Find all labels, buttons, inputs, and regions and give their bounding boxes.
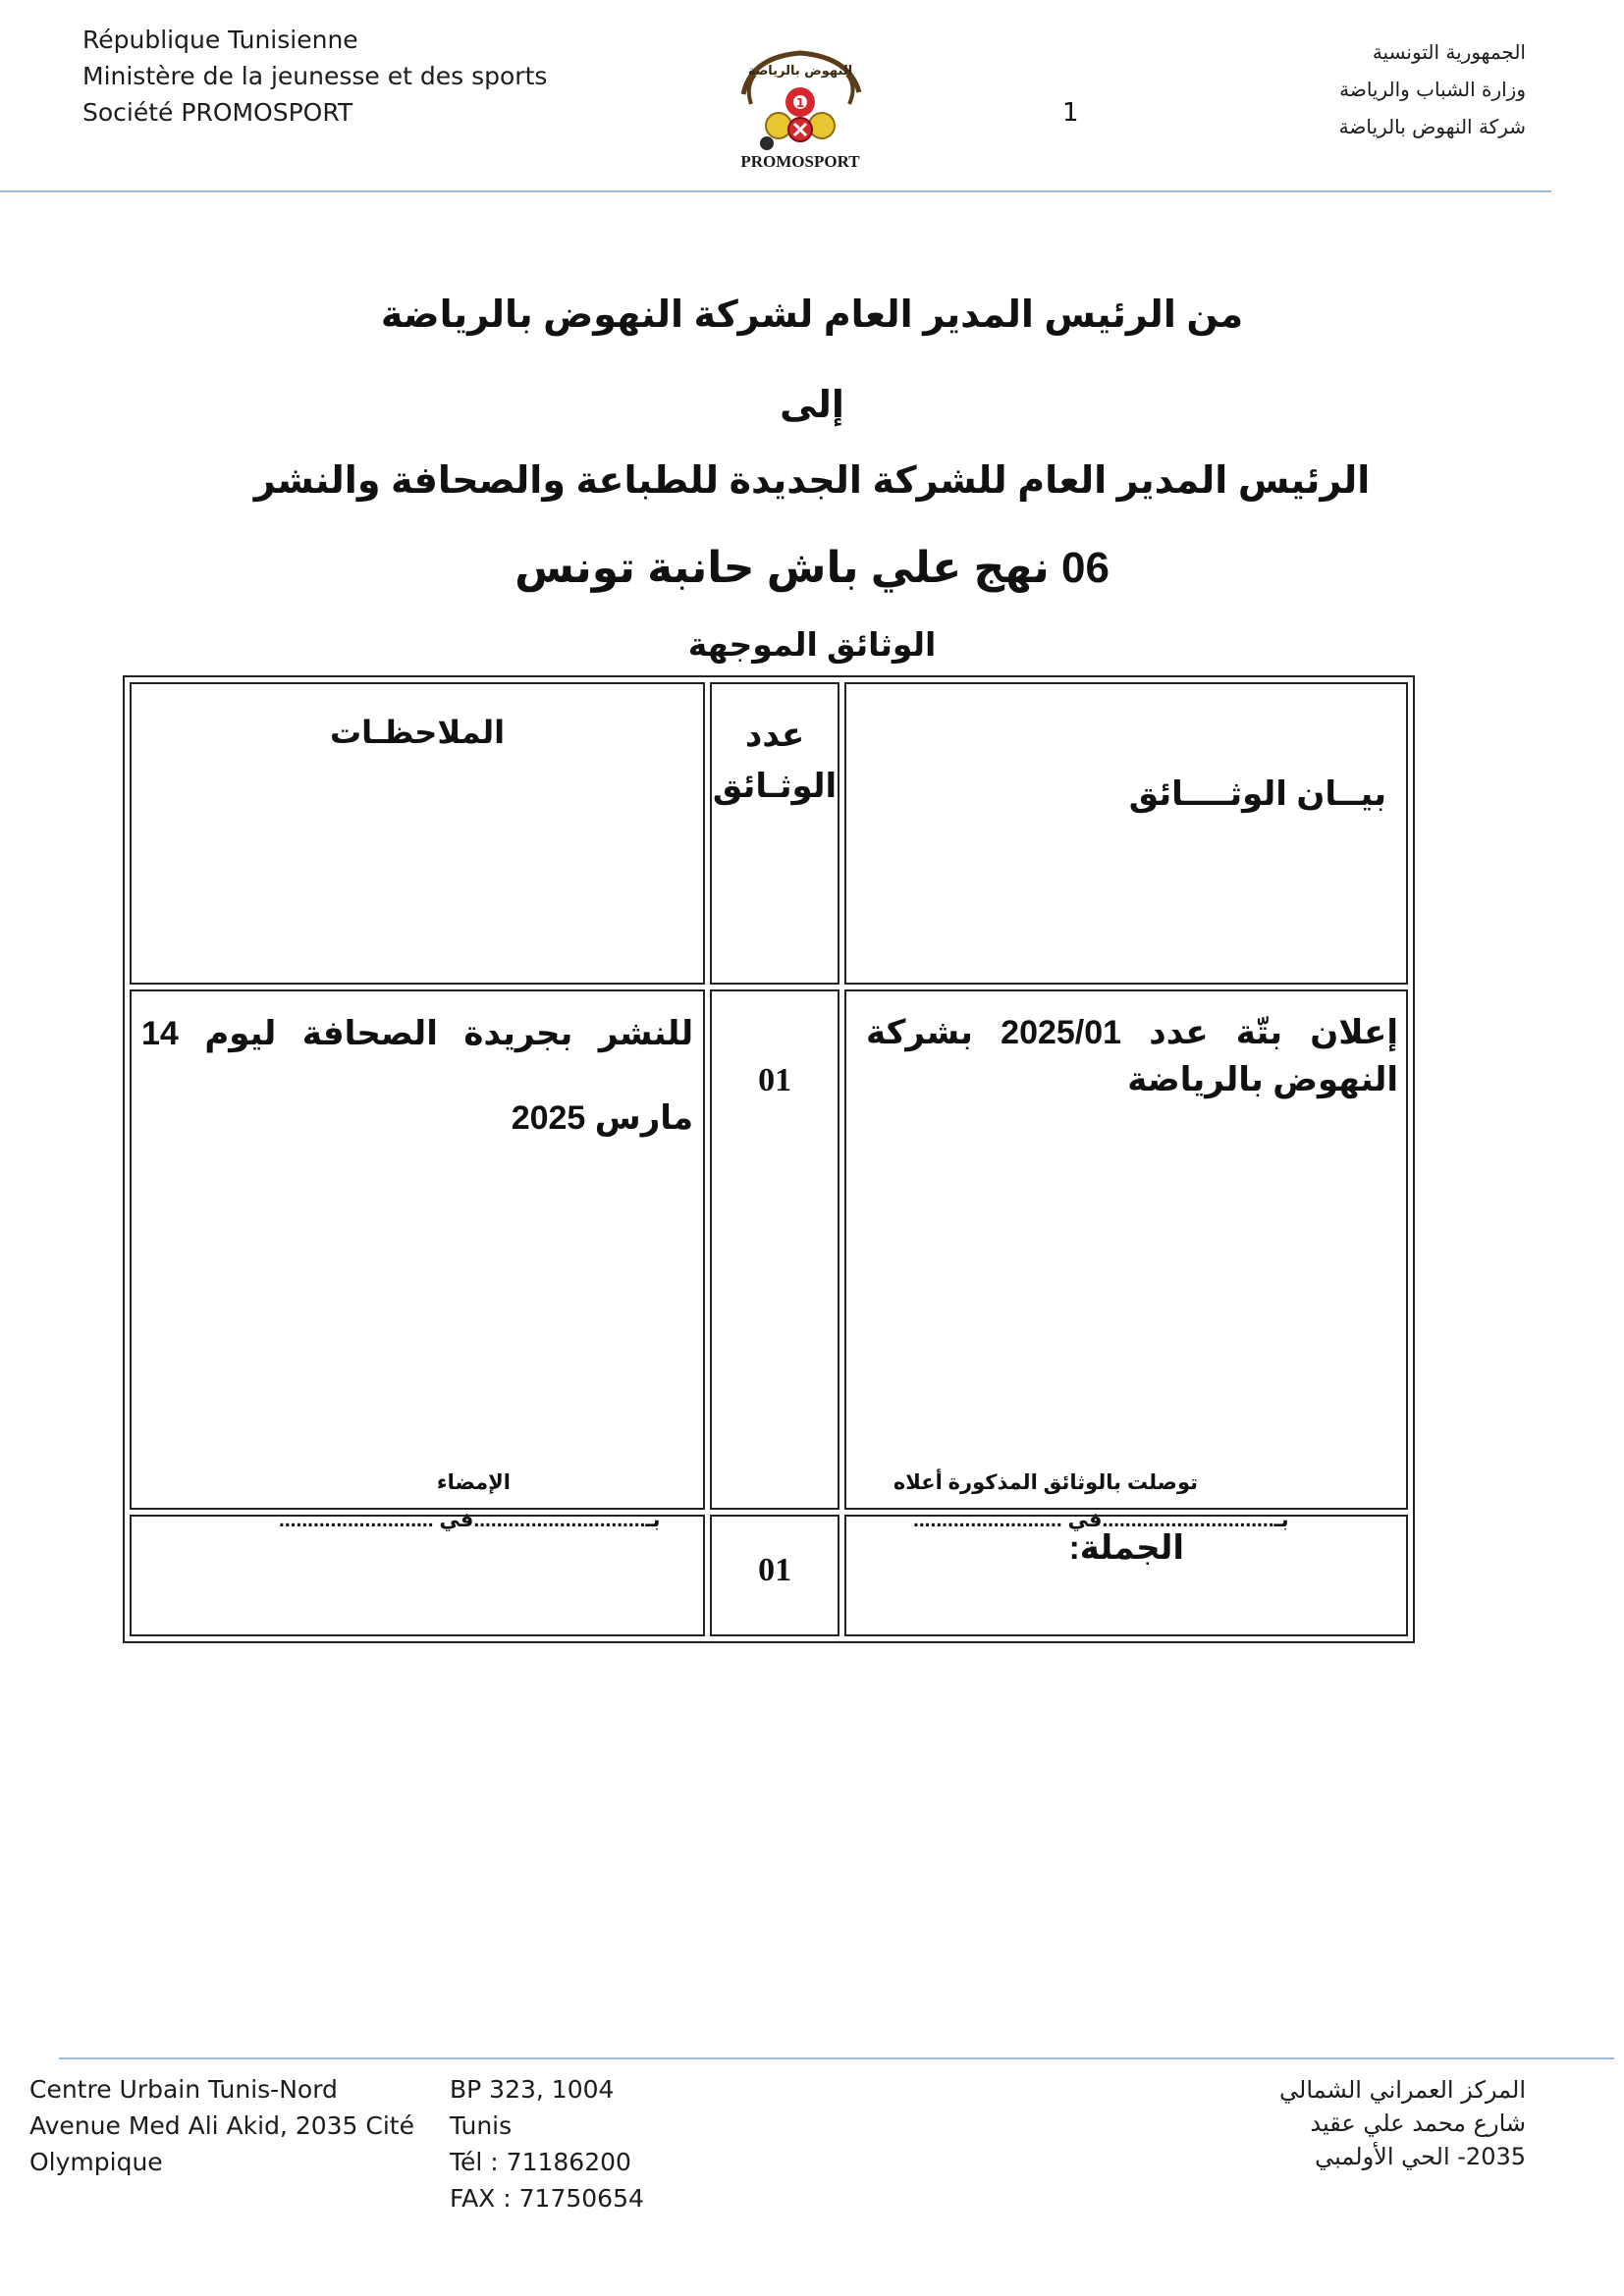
footer-ar-line: 2035- الحي الأولمبي — [1315, 2143, 1526, 2170]
total-count: 01 — [710, 1515, 839, 1636]
header-arabic-block — [1153, 33, 1526, 145]
header-fr-line: Société PROMOSPORT — [82, 98, 353, 127]
received-date-line: بـ..............................في .......................... — [913, 1509, 1289, 1531]
row-notes: للنشر بجريدة الصحافة ليوم 14 مارس 2025 — [130, 989, 705, 1510]
logo-ball-icon — [766, 113, 791, 138]
header-ar-line: شركة النهوض بالرياضة — [1338, 115, 1526, 138]
footer-address-ar — [1172, 2073, 1526, 2173]
header-french-block — [82, 22, 547, 131]
header-notes-cell — [130, 682, 705, 985]
page-number: 1 — [1062, 98, 1079, 128]
footer-line: Olympique — [29, 2148, 163, 2176]
signature-label: الإمضاء — [436, 1471, 511, 1494]
footer-divider — [59, 2057, 1614, 2059]
recipient-address: 06 نهج علي باش حانبة تونس — [514, 544, 1110, 592]
letter-to: إلى — [780, 385, 844, 426]
row-count: 01 — [710, 989, 839, 1510]
header-count-line: الوثـائق — [712, 768, 838, 805]
header-description: بيــان الوثــــائق — [1128, 775, 1386, 813]
header-description-cell — [844, 682, 1408, 985]
header-ar-line: الجمهورية التونسية — [1372, 40, 1526, 64]
header-count-line: عدد — [744, 717, 805, 754]
logo-arabic-text: النهوض بالرياضة — [747, 64, 853, 79]
footer-ar-line: المركز العمراني الشمالي — [1279, 2076, 1526, 2104]
documents-table — [123, 675, 1415, 1643]
table-row — [130, 989, 1408, 1510]
row-description: إعلان بتّة عدد 2025/01 بشركة النهوض بالرياضة — [844, 989, 1408, 1510]
promosport-logo — [722, 35, 879, 178]
header-divider — [0, 190, 1551, 192]
footer-line: BP 323, 1004 — [450, 2075, 615, 2104]
logo-brand-text: PROMOSPORT — [740, 152, 860, 171]
logo-badge-text: 1 — [795, 96, 805, 110]
table-total-row — [130, 1515, 1408, 1636]
letter-from: من الرئيس المدير العام لشركة النهوض بالرياضة — [380, 294, 1244, 336]
footer-line: Centre Urbain Tunis-Nord — [29, 2075, 338, 2104]
signature-date-line: بـ..............................في ........................... — [279, 1509, 661, 1531]
total-notes — [130, 1515, 705, 1636]
letter-recipient: الرئيس المدير العام للشركة الجديدة للطباعة والصحافة والنشر — [253, 460, 1371, 502]
footer-contact — [450, 2071, 644, 2216]
header-notes: الملاحظـات — [330, 715, 506, 750]
header-fr-line: République Tunisienne — [82, 26, 358, 54]
document-subject: الوثائق الموجهة — [687, 626, 937, 663]
footer-address-fr — [29, 2071, 414, 2180]
header-ar-line: وزارة الشباب والرياضة — [1339, 78, 1526, 101]
footer-line: Avenue Med Ali Akid, 2035 Cité — [29, 2111, 414, 2140]
total-label: الجملة: — [844, 1515, 1408, 1636]
footer-ar-line: شارع محمد علي عقيد — [1310, 2109, 1526, 2137]
table-header-row — [130, 682, 1408, 985]
footer-line: FAX : 71750654 — [450, 2184, 644, 2213]
footer-line: Tél : 71186200 — [450, 2148, 631, 2176]
header-fr-line: Ministère de la jeunesse et des sports — [82, 62, 548, 90]
footer-line: Tunis — [450, 2111, 513, 2140]
header-count-cell — [710, 682, 839, 985]
received-label: توصلت بالوثائق المذكورة أعلاه — [893, 1471, 1198, 1494]
